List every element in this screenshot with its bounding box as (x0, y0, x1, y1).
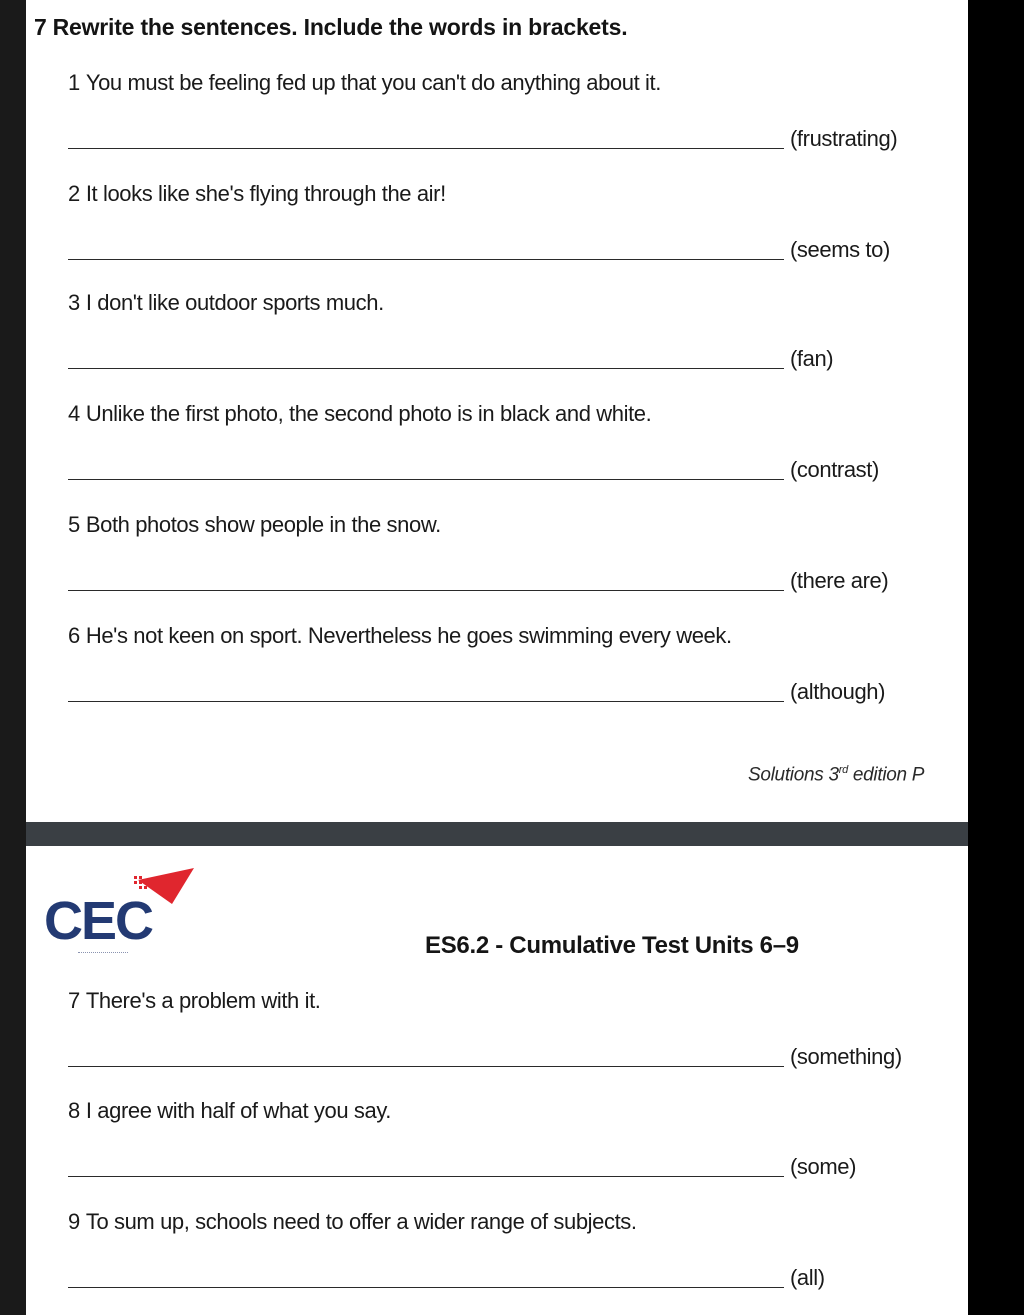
item-keyword: (contrast) (790, 457, 879, 482)
logo-text: CEC (44, 891, 153, 951)
exercise-heading (34, 14, 627, 41)
viewer-left-margin (0, 0, 26, 1315)
answer-line[interactable] (68, 479, 784, 480)
test-title: ES6.2 - Cumulative Test Units 6–9 (425, 932, 799, 959)
item-sentence: I don't like outdoor sports much. (85, 290, 384, 315)
item-number: 7 (68, 988, 80, 1013)
exercise-item-2 (68, 181, 948, 262)
item-keyword: (fan) (790, 346, 834, 371)
exercise-item-1 (68, 70, 948, 151)
item-number: 4 (68, 401, 80, 426)
item-number: 3 (68, 290, 80, 315)
item-number: 8 (68, 1098, 80, 1123)
exercise-item-5 (68, 512, 948, 593)
answer-line[interactable] (68, 701, 784, 702)
item-number: 1 (68, 70, 80, 95)
exercise-item-8 (68, 1098, 948, 1179)
item-keyword: (seems to) (790, 237, 890, 262)
item-number: 9 (68, 1209, 80, 1234)
footer-suffix: edition P (847, 764, 925, 786)
exercise-item-9 (68, 1209, 948, 1290)
item-keyword: (there are) (790, 568, 889, 593)
exercise-item-6 (68, 623, 948, 704)
answer-line[interactable] (68, 1066, 784, 1067)
item-keyword: (although) (790, 679, 886, 704)
document-page-1 (26, 0, 968, 822)
item-sentence: To sum up, schools need to offer a wider range of subjects. (85, 1209, 637, 1234)
answer-line[interactable] (68, 368, 784, 369)
item-sentence: Both photos show people in the snow. (85, 512, 441, 537)
exercise-number: 7 (34, 14, 47, 40)
footer-prefix: Solutions 3 (748, 764, 839, 786)
item-keyword: (all) (790, 1265, 825, 1290)
item-number: 5 (68, 512, 80, 537)
item-sentence: Unlike the first photo, the second photo is in black and white. (85, 401, 652, 426)
answer-line[interactable] (68, 590, 784, 591)
answer-line[interactable] (68, 1176, 784, 1177)
item-sentence: I agree with half of what you say. (85, 1098, 392, 1123)
exercise-instruction: Rewrite the sentences. Include the words in brackets. (52, 14, 628, 40)
footer-superscript: rd (838, 764, 848, 776)
cec-logo (44, 866, 194, 956)
item-number: 6 (68, 623, 80, 648)
page-separator (26, 822, 968, 846)
item-sentence: There's a problem with it. (85, 988, 321, 1013)
logo-swoosh-icon (132, 866, 198, 910)
answer-line[interactable] (68, 1287, 784, 1288)
item-keyword: (something) (790, 1044, 902, 1069)
answer-line[interactable] (68, 259, 784, 260)
item-keyword: (frustrating) (790, 126, 898, 151)
page-footer (748, 764, 924, 786)
exercise-item-4 (68, 401, 948, 482)
answer-line[interactable] (68, 148, 784, 149)
document-page-2 (26, 846, 968, 1315)
item-sentence: It looks like she's flying through the air! (85, 181, 446, 206)
item-keyword: (some) (790, 1154, 857, 1179)
exercise-item-3 (68, 290, 948, 371)
item-sentence: He's not keen on sport. Nevertheless he goes swimming every week. (85, 623, 732, 648)
item-number: 2 (68, 181, 80, 206)
exercise-item-7 (68, 988, 948, 1069)
item-sentence: You must be feeling fed up that you can't do anything about it. (85, 70, 661, 95)
logo-tagline (78, 952, 128, 956)
